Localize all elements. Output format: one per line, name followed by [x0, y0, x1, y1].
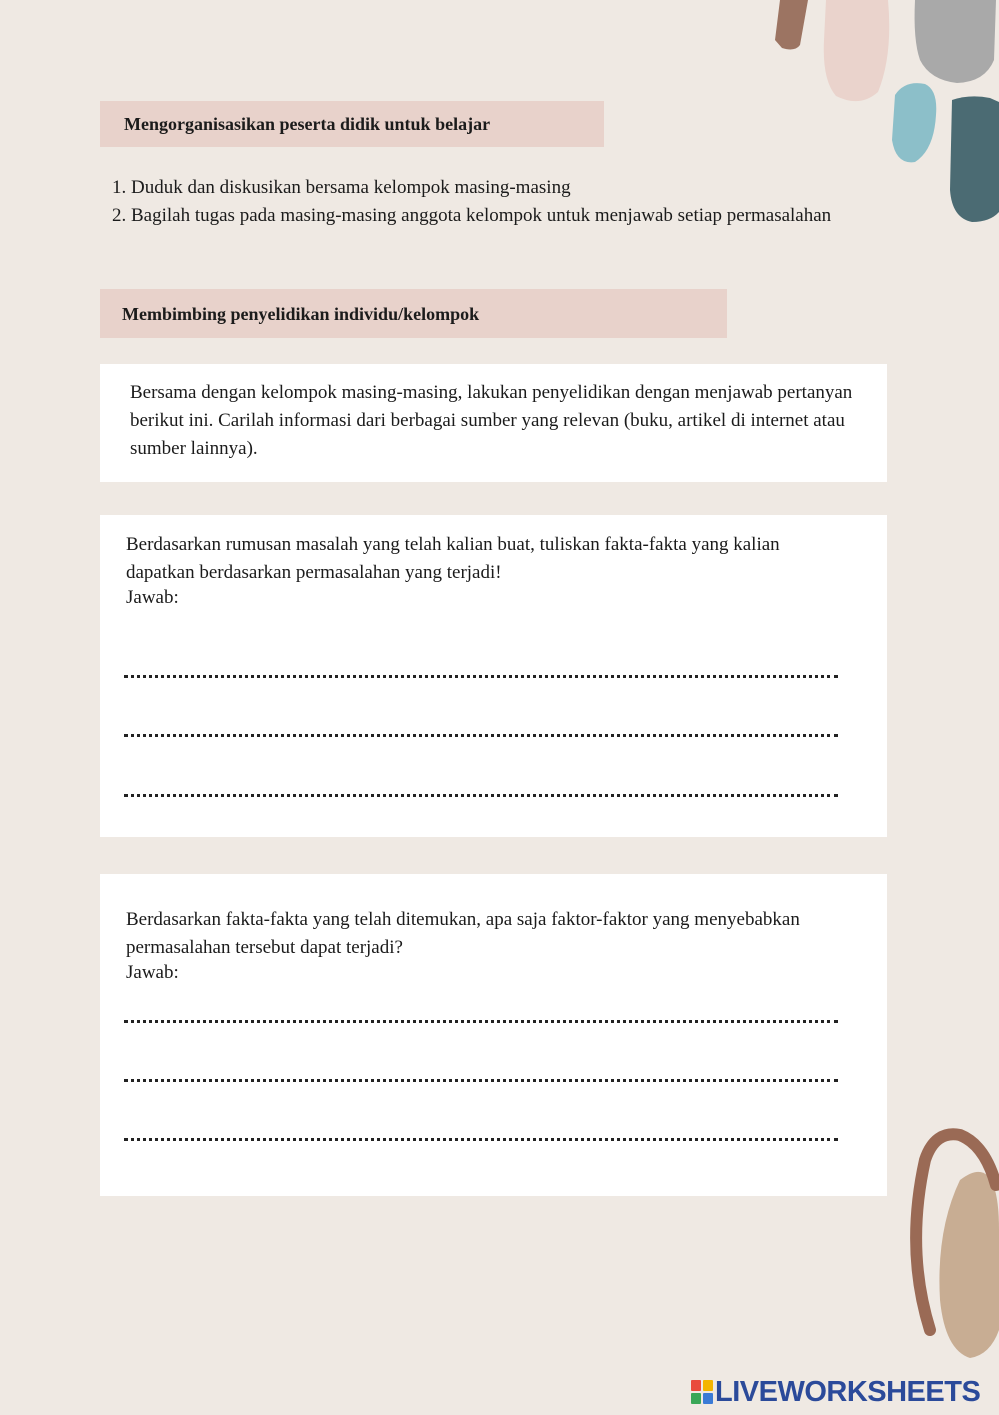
- pink-blob: [824, 0, 890, 101]
- answer-line-1[interactable]: [124, 675, 838, 678]
- list-item: [112, 174, 832, 202]
- intro-card: [100, 364, 887, 482]
- answer-label: Jawab:: [126, 587, 179, 608]
- list-number: 1.: [112, 177, 127, 198]
- answer-line-2[interactable]: [124, 1079, 838, 1082]
- brown-brush-stroke: [775, 0, 808, 49]
- list-item-text: Duduk dan diskusikan bersama kelompok masing-masing: [131, 177, 571, 198]
- liveworksheets-brand[interactable]: [691, 1375, 980, 1409]
- question-1-text: Berdasarkan rumusan masalah yang telah kalian buat, tuliskan fakta-fakta yang kalian dapatkan berdasarkan permasalahan yang terjadi!: [126, 534, 780, 583]
- tan-leaf-shape: [939, 1172, 999, 1358]
- liveworksheets-logo-icon: [691, 1380, 713, 1404]
- answer-line-1[interactable]: [124, 1020, 838, 1023]
- answer-line-2[interactable]: [124, 734, 838, 737]
- dark-teal-blob: [950, 96, 999, 222]
- answer-label: Jawab:: [126, 962, 179, 983]
- intro-text: Bersama dengan kelompok masing-masing, lakukan penyelidikan dengan menjawab pertanyan berikut ini. Carilah informasi dari berbagai sumber yang relevan (buku, artikel di internet atau sumber lainnya).: [130, 382, 853, 459]
- list-number: 2.: [112, 205, 127, 226]
- section-heading-organize: Mengorganisasikan peserta didik untuk belajar: [100, 101, 604, 147]
- gray-blob: [915, 0, 996, 83]
- question-2-text: Berdasarkan fakta-fakta yang telah ditemukan, apa saja faktor-faktor yang menyebabkan permasalahan tersebut dapat terjadi?: [126, 909, 800, 958]
- section-heading-investigation: Membimbing penyelidikan individu/kelompok: [100, 289, 727, 338]
- question-card-1: [100, 515, 887, 837]
- list-item: [112, 202, 832, 230]
- question-card-2: [100, 874, 887, 1196]
- answer-line-3[interactable]: [124, 1138, 838, 1141]
- instruction-list: [112, 174, 832, 230]
- answer-line-3[interactable]: [124, 794, 838, 797]
- light-blue-blob: [892, 83, 936, 162]
- list-item-text: Bagilah tugas pada masing-masing anggota kelompok untuk menjawab setiap permasalahan: [131, 205, 832, 226]
- brand-name: LIVEWORKSHEETS: [715, 1375, 981, 1408]
